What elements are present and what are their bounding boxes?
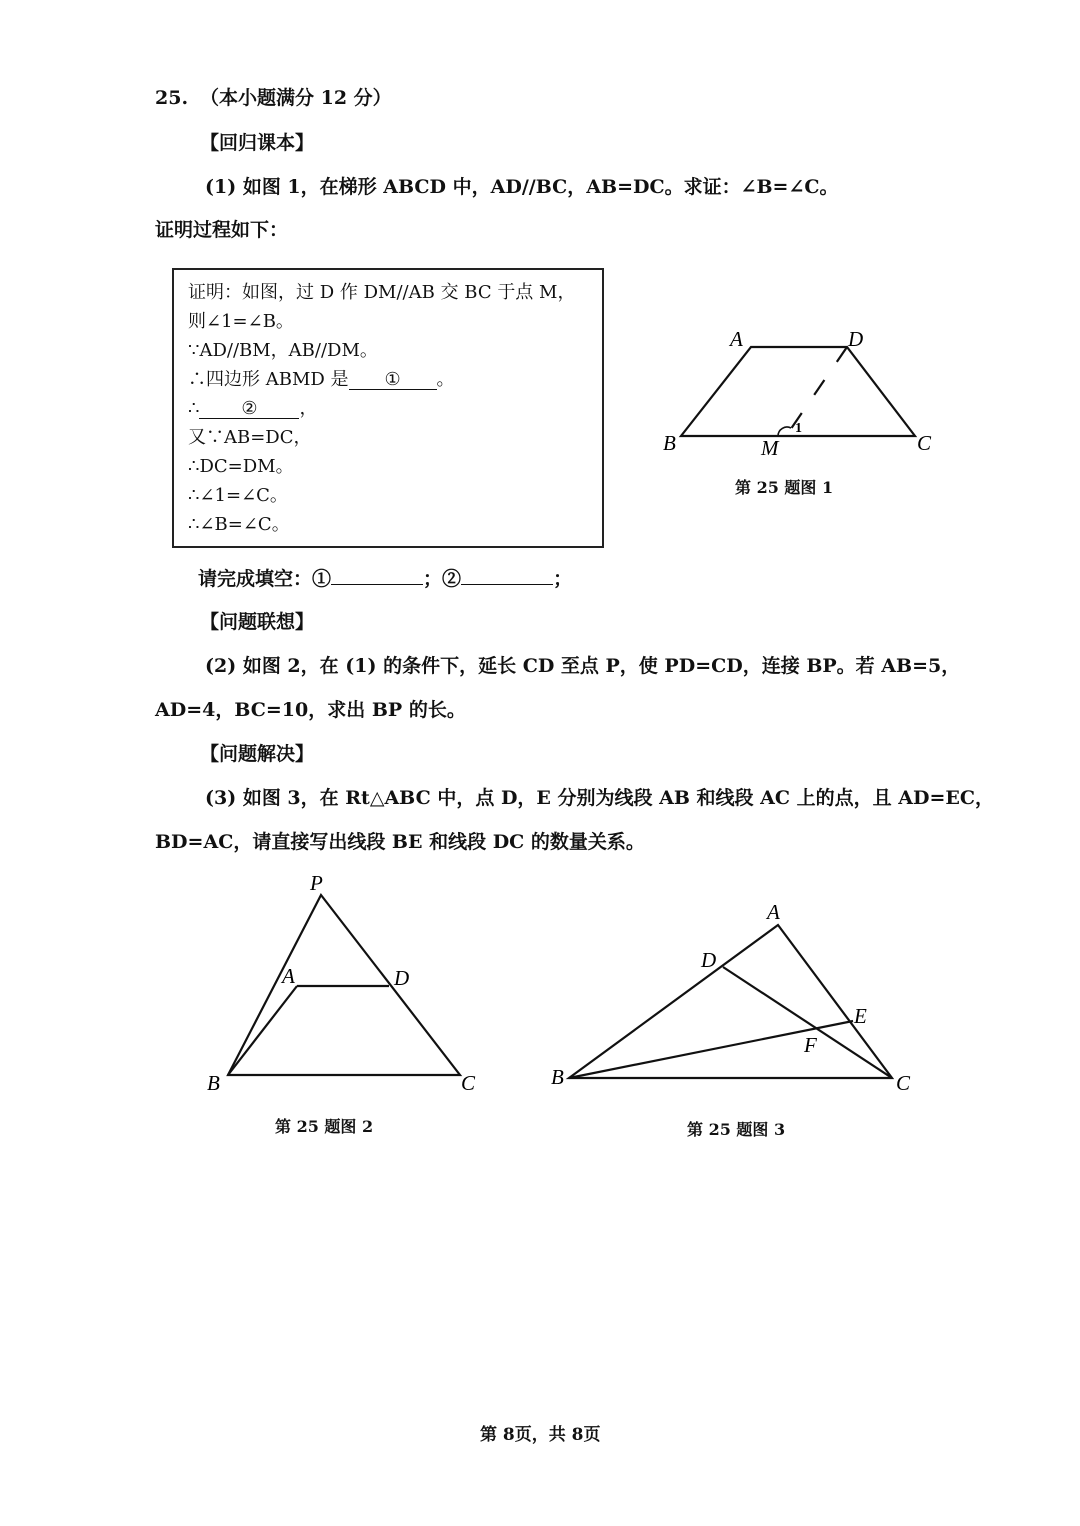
fig1-label-b: B	[663, 431, 676, 455]
fig2-label-c: C	[461, 1071, 476, 1095]
proof-intro: 证明过程如下：	[155, 219, 289, 241]
figure-2-caption: 第 25 题图 2	[275, 1117, 374, 1136]
fig3-label-f: F	[804, 1033, 817, 1057]
proof-line-4-text: ∴四边形 ABMD 是	[188, 369, 349, 390]
part2-line-2: AD=4，BC=10，求出 BP 的长。	[155, 699, 466, 721]
figure-3-right-triangle	[540, 890, 930, 1110]
fig1-angle-label: 1	[795, 421, 802, 436]
fig2-label-a: A	[282, 964, 295, 988]
proof-line-4-period: 。	[436, 369, 455, 390]
proof-line-1: 证明：如图，过 D 作 DM//AB 交 BC 于点 M，	[188, 282, 576, 303]
fill-semicolon-1: ；	[423, 568, 443, 590]
proof-line-6: 又∵AB=DC，	[188, 427, 312, 448]
proof-line-5	[188, 398, 317, 420]
fig3-label-b: B	[551, 1065, 564, 1089]
proof-line-9: ∴∠B=∠C。	[188, 514, 290, 535]
proof-box	[172, 268, 604, 548]
fill-in-line	[198, 567, 572, 591]
question-number: 25.	[155, 87, 189, 109]
fig3-label-d: D	[701, 948, 717, 972]
fig2-label-b: B	[207, 1071, 220, 1095]
figure-1-caption: 第 25 题图 1	[735, 478, 834, 497]
fig1-label-d: D	[848, 327, 864, 351]
figure-1-trapezoid	[650, 320, 950, 470]
proof-line-3: ∵AD//BM，AB//DM。	[188, 340, 378, 361]
proof-line-5-comma: ，	[299, 398, 318, 419]
part3-line-2: BD=AC，请直接写出线段 BE 和线段 DC 的数量关系。	[155, 831, 645, 853]
section-heading-association: 【问题联想】	[200, 611, 315, 633]
fill-blank-1[interactable]	[331, 584, 423, 585]
fill-blank-2-mark: ②	[442, 568, 462, 590]
proof-line-2: 则∠1=∠B。	[188, 311, 294, 332]
section-heading-textbook: 【回归课本】	[200, 132, 315, 154]
part2-line-1: (2) 如图 2，在 (1) 的条件下，延长 CD 至点 P，使 PD=CD，连接 BP。若 AB=5，	[205, 655, 961, 677]
question-points: （本小题满分 12 分）	[200, 87, 392, 109]
fig1-label-m: M	[761, 436, 779, 460]
figure-2-triangle	[190, 865, 500, 1105]
proof-line-7: ∴DC=DM。	[188, 456, 294, 477]
fill-blank-2[interactable]	[461, 584, 553, 585]
fig3-label-e: E	[854, 1004, 867, 1028]
proof-blank-2: ②	[199, 400, 299, 419]
proof-line-5-text: ∴	[188, 398, 200, 419]
fill-prompt: 请完成填空：	[198, 568, 313, 590]
fig2-label-p: P	[310, 871, 323, 895]
fig2-label-d: D	[394, 966, 410, 990]
proof-line-8: ∴∠1=∠C。	[188, 485, 288, 506]
fill-semicolon-2: ；	[553, 568, 573, 590]
figure-3-caption: 第 25 题图 3	[687, 1120, 786, 1139]
section-heading-solve: 【问题解决】	[200, 743, 315, 765]
fig1-label-a: A	[730, 327, 743, 351]
part3-line-1: (3) 如图 3，在 Rt△ABC 中，点 D，E 分别为线段 AB 和线段 AC 上的点，且 AD=EC，	[205, 787, 995, 809]
fig3-label-a: A	[767, 900, 780, 924]
proof-line-4	[188, 369, 455, 391]
proof-blank-1: ①	[349, 371, 437, 390]
fig1-label-c: C	[917, 431, 932, 455]
page-footer: 第 8页，共 8页	[480, 1425, 601, 1445]
part1-question: (1) 如图 1，在梯形 ABCD 中，AD//BC，AB=DC。求证：∠B=∠C。	[205, 176, 839, 198]
fill-blank-1-mark: ①	[312, 568, 332, 590]
fig3-label-c: C	[896, 1071, 911, 1095]
